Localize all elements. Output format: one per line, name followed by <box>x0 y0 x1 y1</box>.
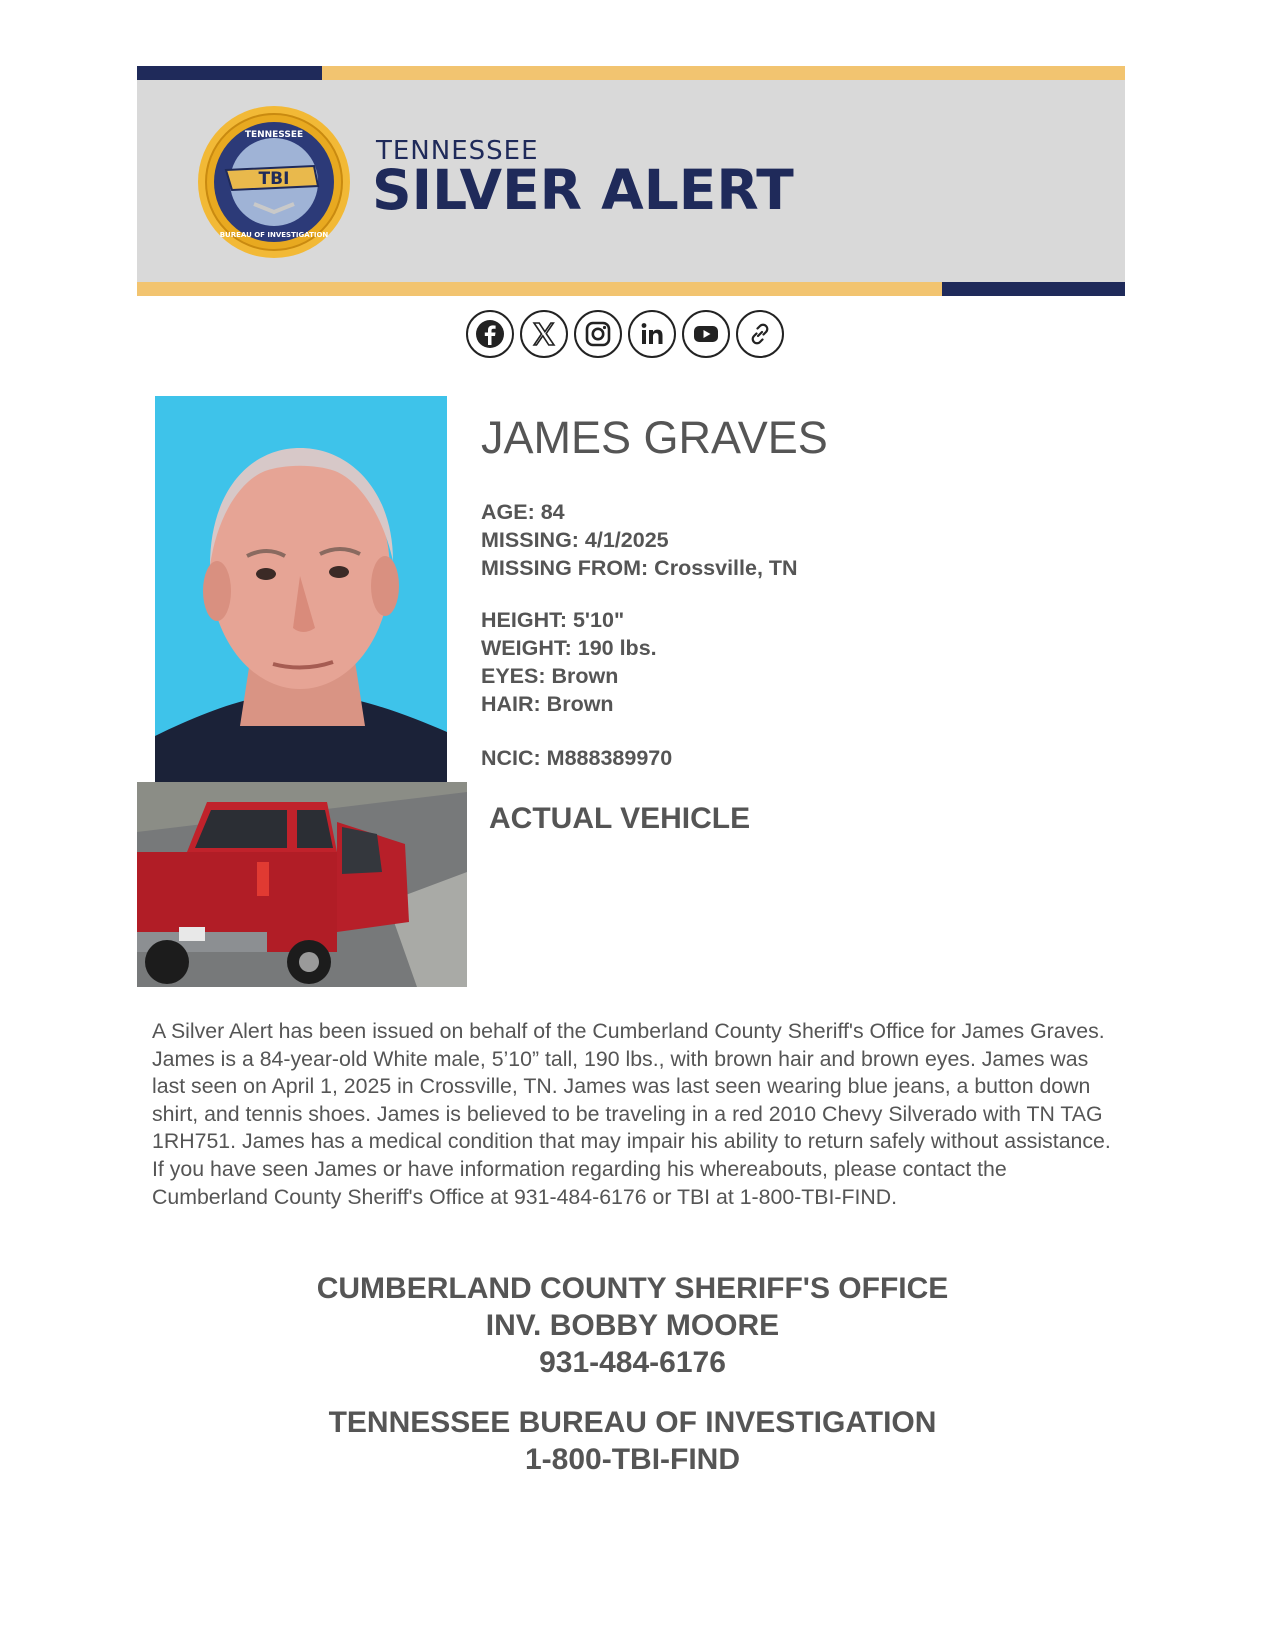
seal-top-text: TENNESSEE <box>244 130 304 140</box>
contact-agency-tbi: TENNESSEE BUREAU OF INVESTIGATION <box>328 1406 937 1439</box>
contact-agency-sheriff: CUMBERLAND COUNTY SHERIFF'S OFFICE <box>316 1272 949 1305</box>
detail-eyes: EYES: Brown <box>481 664 619 688</box>
seal-center-text: TBI <box>258 169 290 189</box>
person-name: JAMES GRAVES <box>481 412 828 463</box>
youtube-icon[interactable] <box>682 310 730 358</box>
header-accent-gold-bottom <box>137 282 942 296</box>
detail-weight: WEIGHT: 190 lbs. <box>481 636 657 660</box>
seal-bottom-text: BUREAU OF INVESTIGATION <box>219 231 329 239</box>
header-accent-gold-top <box>322 66 1125 80</box>
detail-age: AGE: 84 <box>481 500 565 524</box>
header-title: SILVER ALERT <box>372 158 794 222</box>
header-accent-navy-top <box>137 66 322 80</box>
detail-missing-from: MISSING FROM: Crossville, TN <box>481 556 798 580</box>
x-icon[interactable] <box>520 310 568 358</box>
detail-ncic: NCIC: M888389970 <box>481 746 673 770</box>
detail-height: HEIGHT: 5'10" <box>481 608 625 632</box>
detail-hair: HAIR: Brown <box>481 692 614 716</box>
contact-phone-tbi: 1-800-TBI-FIND <box>524 1443 741 1476</box>
alert-narrative: A Silver Alert has been issued on behalf of the Cumberland County Sheriff's Office for James Graves. James is a 84-year-old White male, 5’10” tall, 190 lbs., with brown hair and brown eyes. James was last seen on April 1, 2025 in Crossville, TN. James was last seen wearing blue jeans, a button down shirt, and tennis shoes. James is believed to be traveling in a red 2010 Chevy Silverado with TN TAG 1RH751. James has a medical condition that may impair his ability to return safely without assistance. If you have seen James or have information regarding his whereabouts, please contact the Cumberland County Sheriff's Office at 931-484-6176 or TBI at 1-800-TBI-FIND. <box>152 1019 1111 1209</box>
link-icon[interactable] <box>736 310 784 358</box>
linkedin-icon[interactable] <box>628 310 676 358</box>
facebook-icon[interactable] <box>466 310 514 358</box>
instagram-icon[interactable] <box>574 310 622 358</box>
social-links <box>466 310 798 362</box>
contact-investigator: INV. BOBBY MOORE <box>485 1309 780 1342</box>
vehicle-label: ACTUAL VEHICLE <box>489 802 751 835</box>
tbi-seal-logo <box>196 104 352 260</box>
header-accent-navy-bottom <box>942 282 1125 296</box>
vehicle-photo <box>137 782 467 987</box>
missing-person-photo <box>155 396 447 782</box>
contact-phone-sheriff: 931-484-6176 <box>539 1346 726 1379</box>
header-subtitle: TENNESSEE <box>376 136 539 166</box>
detail-missing-date: MISSING: 4/1/2025 <box>481 528 669 552</box>
